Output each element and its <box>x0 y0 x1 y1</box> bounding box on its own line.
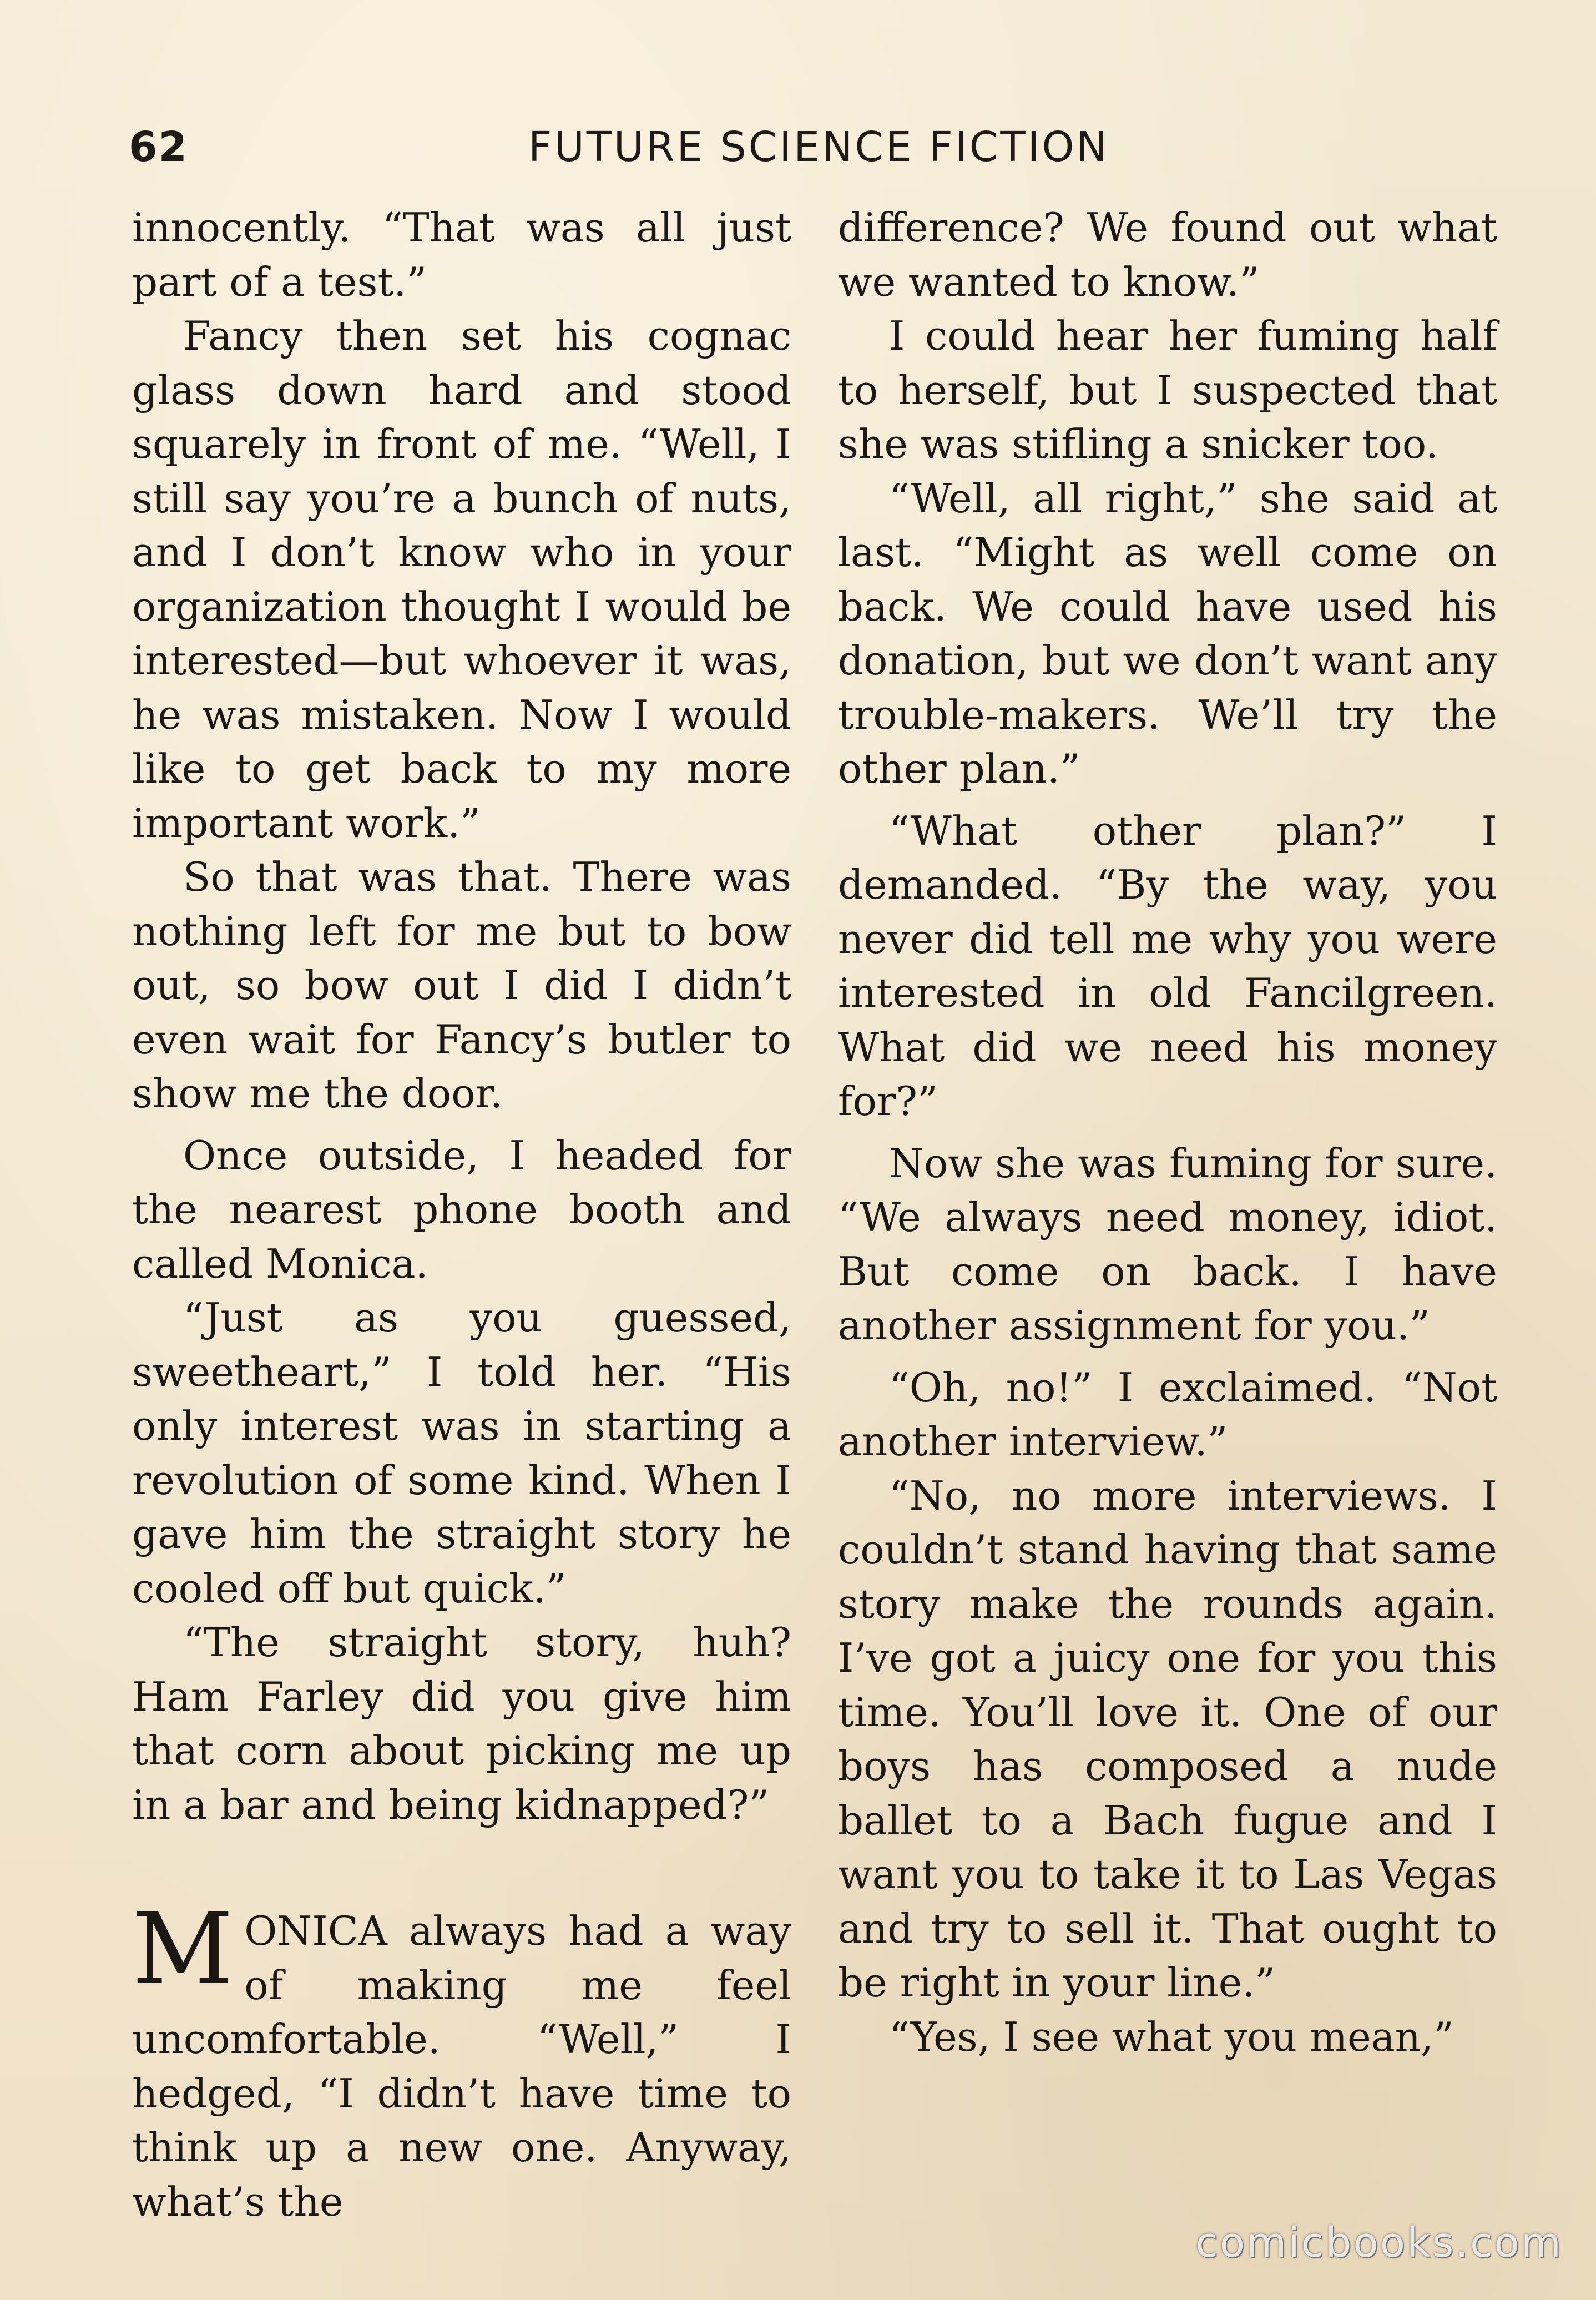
right-column <box>838 201 1497 2064</box>
paragraph: Once outside, I headed for the nearest phone booth and called Monica. <box>132 1132 791 1287</box>
paragraph: “Oh, no!” I exclaimed. “Not another interview.” <box>838 1364 1497 1465</box>
paragraph: “What other plan?” I demanded. “By the way, you never did tell me why you were interested in old Fancilgreen. What did we need his money for?” <box>838 807 1497 1124</box>
paragraph: So that was that. There was nothing left for me but to bow out, so bow out I did I didn’t even wait for Fancy’s butler to show me the door. <box>132 854 791 1117</box>
page-number: 62 <box>129 123 188 171</box>
paragraph: innocently. “That was all just part of a test.” <box>132 204 791 305</box>
left-column <box>132 201 791 2229</box>
running-head: FUTURE SCIENCE FICTION <box>528 123 1110 171</box>
section-opening-paragraph <box>132 1892 791 2229</box>
section-opening-text: ONICA always had a way of making me feel uncomfortable. “Well,” I hedged, “I didn’t have time to think up a new one. Anyway, what’s the <box>132 1908 791 2225</box>
drop-cap: M <box>132 1892 234 2006</box>
paragraph: “The straight story, huh? Ham Farley did you give him that corn about picking me up in a bar and being kidnapped?” <box>132 1619 791 1828</box>
paragraph: Now she was fuming for sure. “We always need money, idiot. But come on back. I have another assignment for you.” <box>838 1139 1497 1349</box>
paragraph: difference? We found out what we wanted to know.” <box>838 204 1497 305</box>
paragraph: “Well, all right,” she said at last. “Might as well come on back. We could have used his donation, but we don’t want any trouble-makers. We’ll try the other plan.” <box>838 475 1497 792</box>
paragraph: “Yes, I see what you mean,” <box>889 2013 1454 2060</box>
paragraph: “Just as you guessed, sweetheart,” I told her. “His only interest was in starting a revolution of some kind. When I gave him the straight story he cooled off but quick.” <box>132 1294 791 1612</box>
paragraph: “No, no more interviews. I couldn’t stand having that same story make the rounds again. I’ve got a juicy one for you this time. You’ll love it. One of our boys has composed a nude ballet to a Bach fugue and I want you to take it to Las Vegas and try to sell it. That ought to be right in your line.” <box>838 1472 1497 2006</box>
paragraph: I could hear her fuming half to herself, but I suspected that she was stifling a snicker too. <box>838 312 1497 467</box>
watermark: comicbooks.com <box>1195 2219 1563 2267</box>
page-header <box>129 123 1494 179</box>
paragraph: Fancy then set his cognac glass down hard and stood squarely in front of me. “Well, I still say you’re a bunch of nuts, and I don’t know who in your organization thought I would be interested—but whoever it was, he was mistaken. Now I would like to get back to my more important work.” <box>132 312 791 846</box>
